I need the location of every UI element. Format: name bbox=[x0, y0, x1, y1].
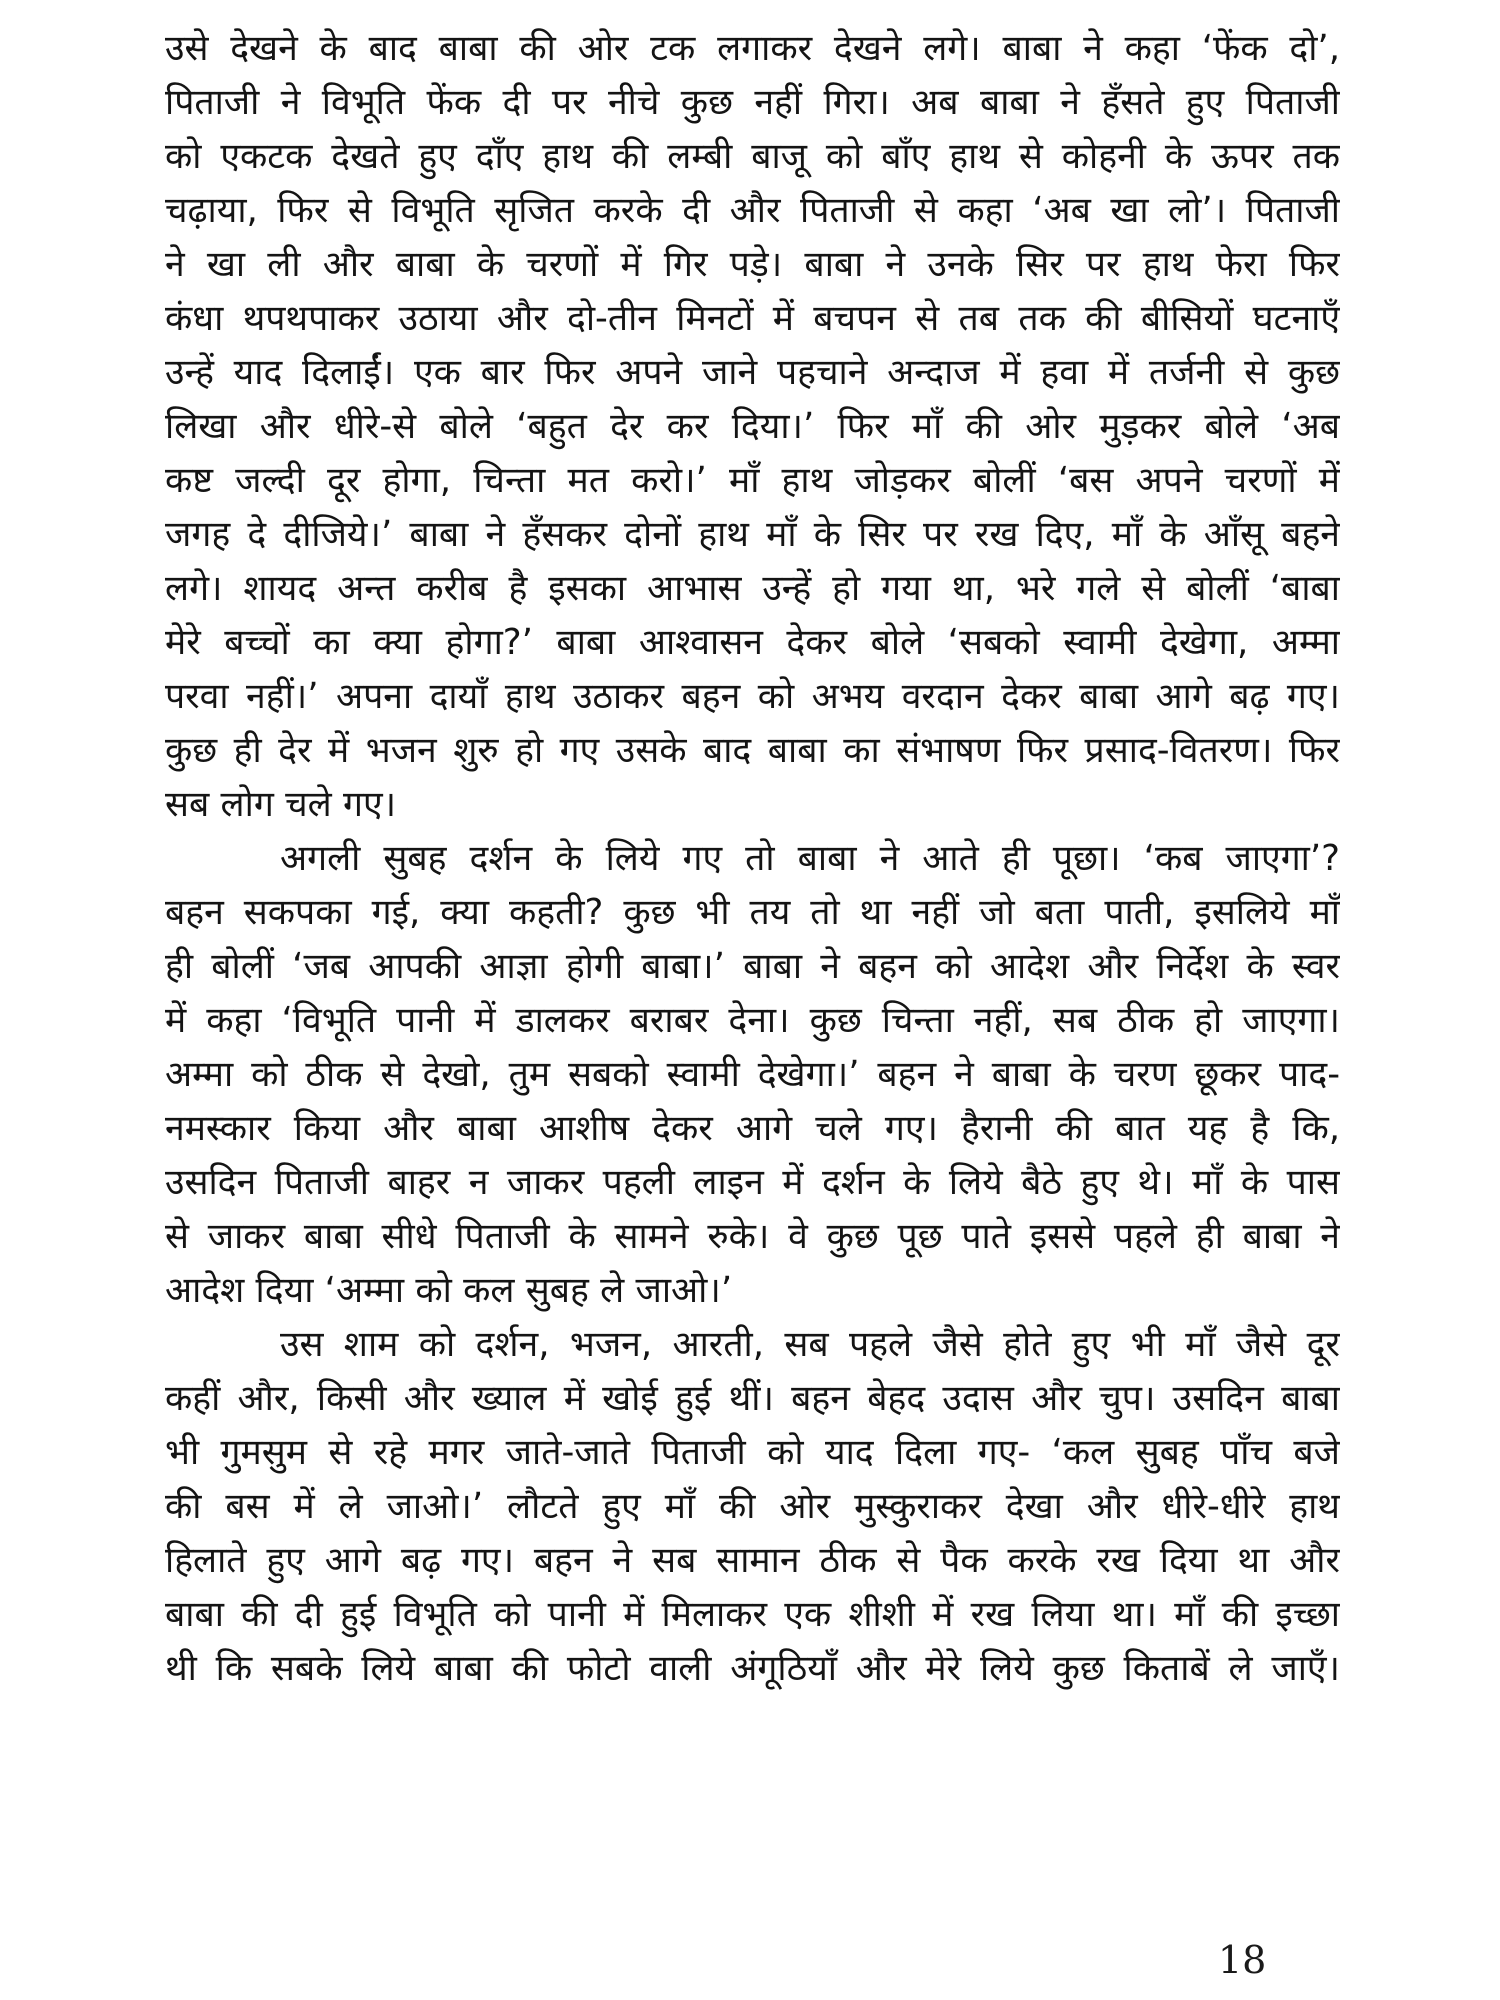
page-number: 18 bbox=[1218, 1938, 1267, 1982]
text-line: अम्मा को ठीक से देखो, तुम सबको स्वामी देखेगा।’ बहन ने बाबा के चरण छूकर पाद- bbox=[165, 1054, 1340, 1095]
text-line: उन्हें याद दिलाईं। एक बार फिर अपने जाने पहचाने अन्दाज में हवा में तर्जनी से कुछ bbox=[165, 352, 1340, 393]
text-line: उसदिन पिताजी बाहर न जाकर पहली लाइन में दर्शन के लिये बैठे हुए थे। माँ के पास bbox=[165, 1162, 1340, 1203]
text-line: ही बोलीं ‘जब आपकी आज्ञा होगी बाबा।’ बाबा ने बहन को आदेश और निर्देश के स्वर bbox=[165, 946, 1340, 987]
text-line: को एकटक देखते हुए दाँए हाथ की लम्बी बाजू को बाँए हाथ से कोहनी के ऊपर तक bbox=[165, 136, 1340, 177]
text-line: हिलाते हुए आगे बढ़ गए। बहन ने सब सामान ठीक से पैक करके रख दिया था और bbox=[165, 1540, 1340, 1581]
text-line: पिताजी ने विभूति फेंक दी पर नीचे कुछ नहीं गिरा। अब बाबा ने हँसते हुए पिताजी bbox=[165, 82, 1340, 123]
text-line: बाबा की दी हुई विभूति को पानी में मिलाकर एक शीशी में रख लिया था। माँ की इच्छा bbox=[165, 1594, 1340, 1635]
text-line: थी कि सबके लिये बाबा की फोटो वाली अंगूठियाँ और मेरे लिये कुछ किताबें ले जाएँ। bbox=[165, 1648, 1340, 1689]
text-line: नमस्कार किया और बाबा आशीष देकर आगे चले गए। हैरानी की बात यह है कि, bbox=[165, 1108, 1340, 1149]
text-line: की बस में ले जाओ।’ लौटते हुए माँ की ओर मुस्कुराकर देखा और धीरे-धीरे हाथ bbox=[165, 1486, 1340, 1527]
text-line: कष्ट जल्दी दूर होगा, चिन्ता मत करो।’ माँ हाथ जोड़कर बोलीं ‘बस अपने चरणों में bbox=[165, 460, 1340, 501]
text-line: बहन सकपका गई, क्या कहती? कुछ भी तय तो था नहीं जो बता पाती, इसलिये माँ bbox=[165, 892, 1340, 933]
text-line: ने खा ली और बाबा के चरणों में गिर पड़े। बाबा ने उनके सिर पर हाथ फेरा फिर bbox=[165, 244, 1340, 285]
text-line: से जाकर बाबा सीधे पिताजी के सामने रुके। वे कुछ पूछ पाते इससे पहले ही बाबा ने bbox=[165, 1216, 1340, 1257]
text-line: लगे। शायद अन्त करीब है इसका आभास उन्हें हो गया था, भरे गले से बोलीं ‘बाबा bbox=[165, 568, 1340, 609]
text-line: कंधा थपथपाकर उठाया और दो-तीन मिनटों में बचपन से तब तक की बीसियों घटनाएँ bbox=[165, 298, 1340, 339]
text-line: मेरे बच्चों का क्या होगा?’ बाबा आश्वासन देकर बोले ‘सबको स्वामी देखेगा, अम्मा bbox=[165, 622, 1340, 663]
text-line: जगह दे दीजिये।’ बाबा ने हँसकर दोनों हाथ माँ के सिर पर रख दिए, माँ के आँसू बहने bbox=[165, 514, 1340, 555]
text-line: लिखा और धीरे-से बोले ‘बहुत देर कर दिया।’ फिर माँ की ओर मुड़कर बोले ‘अब bbox=[165, 406, 1340, 447]
text-line: आदेश दिया ‘अम्मा को कल सुबह ले जाओ।’ bbox=[165, 1270, 733, 1311]
text-line: उसे देखने के बाद बाबा की ओर टक लगाकर देखने लगे। बाबा ने कहा ‘फेंक दो’, bbox=[165, 28, 1340, 69]
paragraph-start-line: उस शाम को दर्शन, भजन, आरती, सब पहले जैसे होते हुए भी माँ जैसे दूर bbox=[280, 1324, 1340, 1365]
text-line: में कहा ‘विभूति पानी में डालकर बराबर देना। कुछ चिन्ता नहीं, सब ठीक हो जाएगा। bbox=[165, 1000, 1340, 1041]
text-line: भी गुमसुम से रहे मगर जाते-जाते पिताजी को याद दिला गए- ‘कल सुबह पाँच बजे bbox=[165, 1432, 1340, 1473]
body-text bbox=[165, 22, 1340, 1696]
paragraph-start-line: अगली सुबह दर्शन के लिये गए तो बाबा ने आते ही पूछा। ‘कब जाएगा’? bbox=[280, 838, 1340, 879]
text-line: कुछ ही देर में भजन शुरु हो गए उसके बाद बाबा का संभाषण फिर प्रसाद-वितरण। फिर bbox=[165, 730, 1340, 771]
text-line: चढ़ाया, फिर से विभूति सृजित करके दी और पिताजी से कहा ‘अब खा लो’। पिताजी bbox=[165, 190, 1340, 231]
text-line: सब लोग चले गए। bbox=[165, 784, 397, 825]
text-line: कहीं और, किसी और ख्याल में खोई हुई थीं। बहन बेहद उदास और चुप। उसदिन बाबा bbox=[165, 1378, 1340, 1419]
text-line: परवा नहीं।’ अपना दायाँ हाथ उठाकर बहन को अभय वरदान देकर बाबा आगे बढ़ गए। bbox=[165, 676, 1340, 717]
